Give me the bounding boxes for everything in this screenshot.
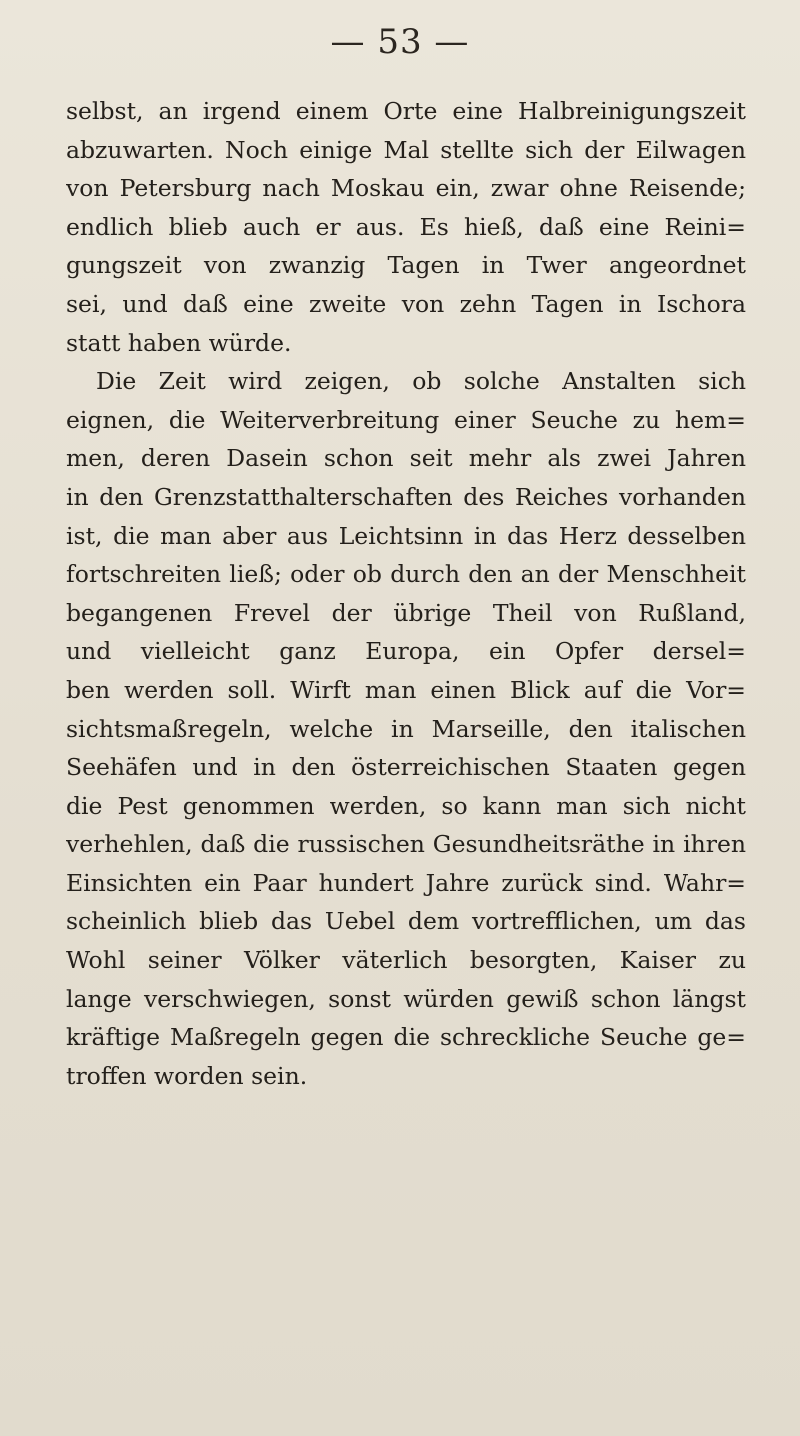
- text-line: sichtsmaßregeln, welche in Marseille, den italischen: [66, 714, 746, 743]
- text-line: gungszeit von zwanzig Tagen in Twer angeordnet: [66, 251, 746, 280]
- text-line: abzuwarten. Noch einige Mal stellte sich der Eilwagen: [66, 135, 746, 164]
- text-line: Einsichten ein Paar hundert Jahre zurück sind. Wahr=: [66, 868, 746, 897]
- page-number: — 53 —: [330, 22, 470, 62]
- text-line: ben werden soll. Wirft man einen Blick auf die Vor=: [66, 675, 746, 704]
- text-line: und vielleicht ganz Europa, ein Opfer dersel=: [66, 637, 746, 666]
- text-line: Wohl seiner Völker väterlich besorgten, Kaiser zu: [66, 946, 746, 975]
- text-line: fortschreiten ließ; oder ob durch den an der Menschheit: [66, 560, 746, 589]
- text-line: in den Grenzstatthalterschaften des Reiches vorhanden: [66, 482, 746, 511]
- text-line: troffen worden sein.: [66, 1061, 308, 1090]
- text-line: lange verschwiegen, sonst würden gewiß schon längst: [66, 984, 746, 1013]
- text-line: ist, die man aber aus Leichtsinn in das Herz desselben: [66, 521, 746, 550]
- body-text: [66, 92, 746, 1095]
- text-line: eignen, die Weiterverbreitung einer Seuche zu hem=: [66, 405, 746, 434]
- text-line: sei, und daß eine zweite von zehn Tagen in Ischora: [66, 289, 746, 318]
- text-line: Die Zeit wird zeigen, ob solche Anstalten sich: [96, 367, 746, 396]
- text-line: Seehäfen und in den österreichischen Staaten gegen: [66, 753, 746, 782]
- text-line: die Pest genommen werden, so kann man sich nicht: [66, 791, 746, 820]
- text-line: selbst, an irgend einem Orte eine Halbreinigungszeit: [66, 97, 746, 125]
- text-line: von Petersburg nach Moskau ein, zwar ohne Reisende;: [66, 174, 746, 203]
- text-line: kräftige Maßregeln gegen die schreckliche Seuche ge=: [66, 1023, 746, 1052]
- text-line: endlich blieb auch er aus. Es hieß, daß eine Reini=: [66, 212, 746, 241]
- text-line: men, deren Dasein schon seit mehr als zwei Jahren: [66, 444, 746, 473]
- text-line: verhehlen, daß die russischen Gesundheitsräthe in ihren: [66, 830, 746, 859]
- text-line: scheinlich blieb das Uebel dem vortrefflichen, um das: [66, 907, 746, 936]
- text-line: statt haben würde.: [66, 328, 292, 357]
- text-line: begangenen Frevel der übrige Theil von Rußland,: [66, 598, 746, 627]
